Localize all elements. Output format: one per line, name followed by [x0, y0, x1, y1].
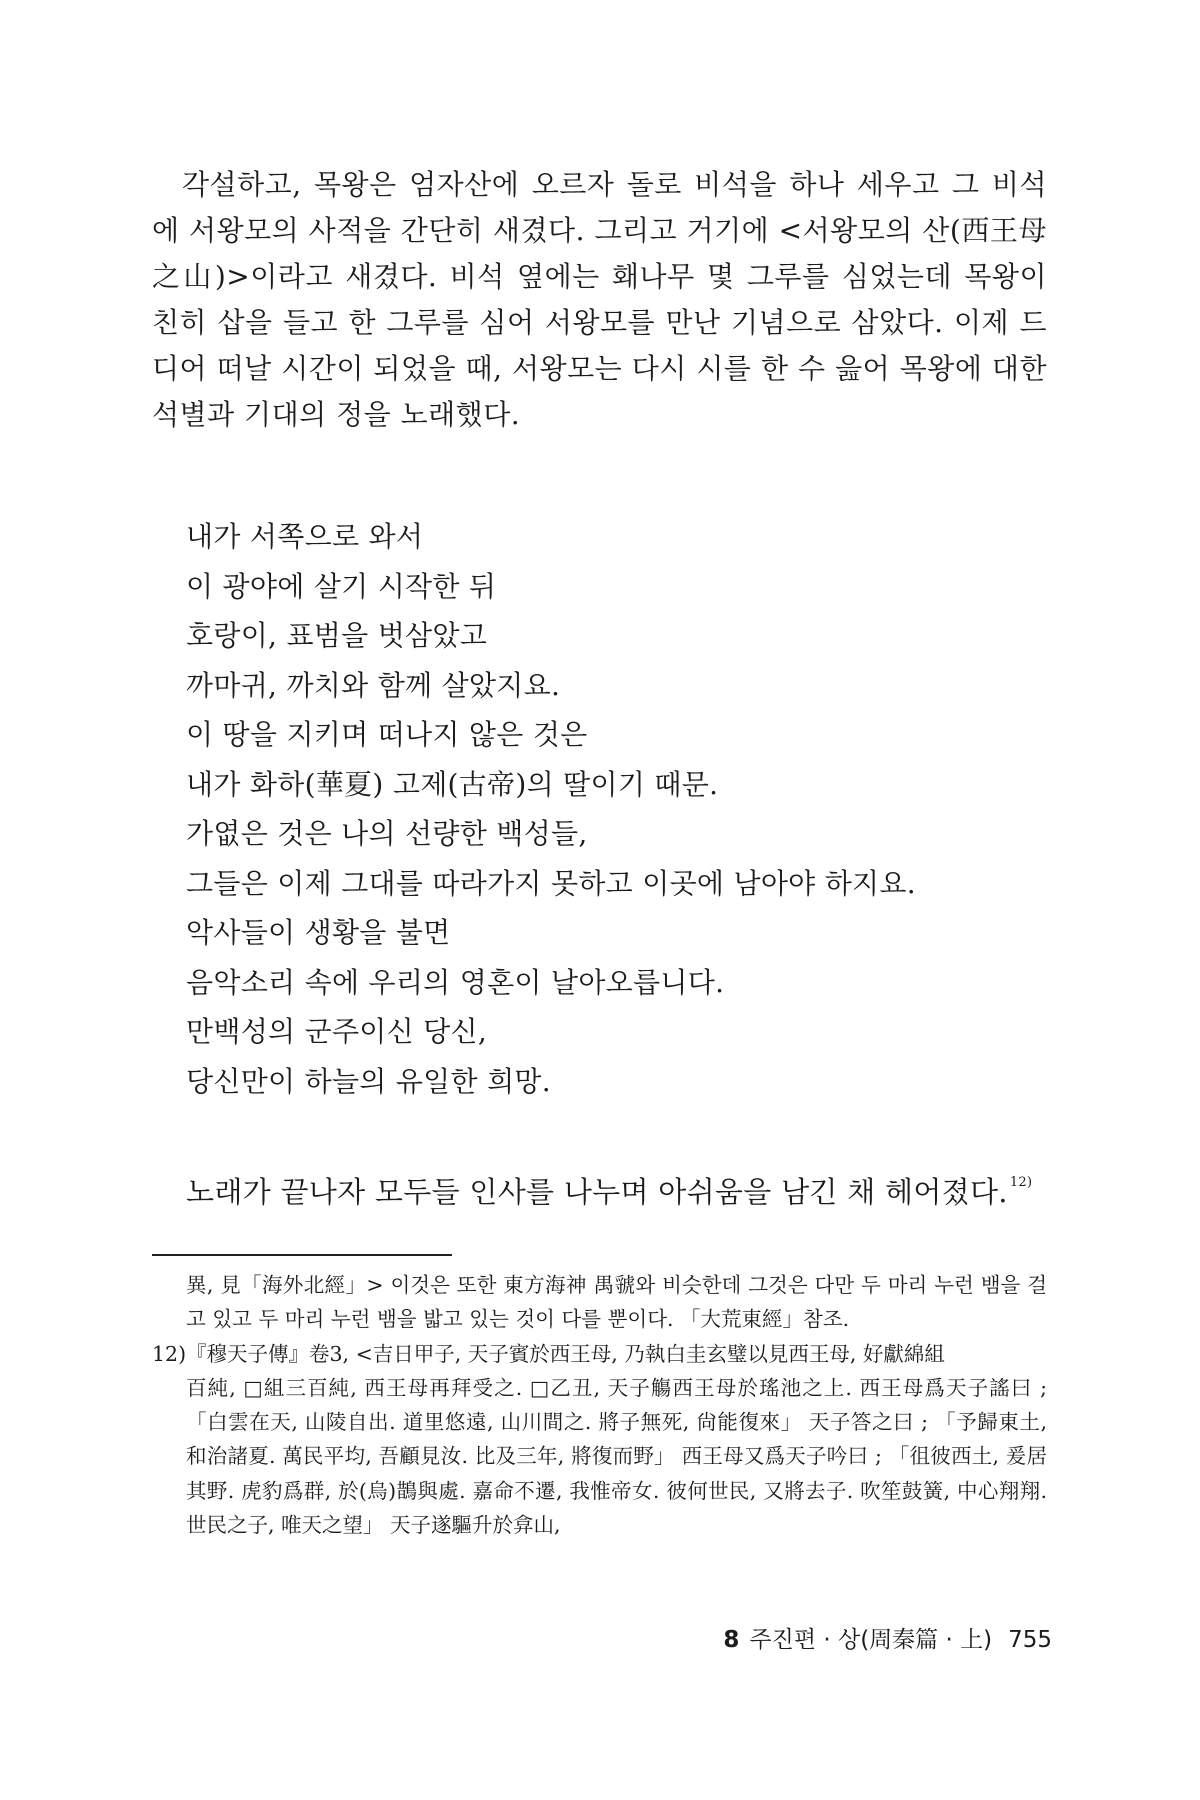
footnote-number: 12): [152, 1341, 187, 1366]
poem-line: 이 광야에 살기 시작한 뒤: [186, 569, 497, 603]
chapter-number: 8: [723, 1627, 740, 1653]
footnote-12-first-line: 『穆天子傳』卷3, <吉日甲子, 天子賓於西王母, 乃執白圭玄璧以見西王母, 好獻綿組: [186, 1341, 945, 1366]
poem-line: 가엾은 것은 나의 선량한 백성들,: [186, 817, 588, 850]
body-paragraph-text: 각설하고, 목왕은 엄자산에 오르자 돌로 비석을 하나 세우고 그 비석에 서왕모의 사적을 간단히 새겼다. 그리고 거기에 <서왕모의 산(西王母之山)>이라고 새겼다. 비석 옆에는 홰나무 몇 그루를 심었는데 목왕이 친히 삽을 들고 한 그루를 심어 서왕모를 만난 기념으로 삼았다. 이제 드디어 떠날 시간이 되었을 때, 서왕모는 다시 시를 한 수 읊어 목왕에 대한 석별과 기대의 정을 노래했다.: [152, 168, 1047, 431]
poem-line: 악사들이 생황을 불면: [186, 916, 451, 949]
footnote-12-body: 百純, □組三百純, 西王母再拜受之. □乙丑, 天子觴西王母於瑤池之上. 西王母爲天子謠曰 ; 「白雲在天, 山陵自出. 道里悠遠, 山川間之. 將子無死, 尙能復來」 天子答之曰 ; 「予歸東土, 和治諸夏. 萬民平均, 吾顧見汝. 比及三年, 將復而野」 西王母又爲天子吟曰 ; 「徂彼西土, 爰居其野. 虎豹爲群, 於(烏)鵲與處. 嘉命不遷, 我惟帝女. 彼何世民, 又將去子. 吹笙鼓簧, 中心翔翔. 世民之子, 唯天之望」 天子遂驅升於弇山,: [186, 1375, 1047, 1538]
running-footer: [723, 1625, 1052, 1655]
closing-text: 노래가 끝나자 모두들 인사를 나누며 아쉬움을 남긴 채 헤어졌다.: [186, 1175, 1008, 1209]
footnote-12: [152, 1337, 1047, 1371]
chapter-title: 주진편 · 상(周秦篇 · 上): [749, 1627, 993, 1653]
footnotes: [152, 1268, 1047, 1542]
poem-line: 이 땅을 지키며 떠나지 않은 것은: [186, 718, 588, 751]
poem-line: 음악소리 속에 우리의 영혼이 날아오릅니다.: [186, 965, 725, 999]
footnote-reference: 12): [1009, 1175, 1033, 1190]
page-number: 755: [1008, 1627, 1052, 1653]
poem-line: 당신만이 하늘의 유일한 희망.: [186, 1064, 551, 1098]
poem-line: 그들은 이제 그대를 따라가지 못하고 이곳에 남아야 하지요.: [186, 866, 916, 900]
footnote-continuation: 異, 見「海外北經」> 이것은 또한 東方海神 禺虢와 비슷한데 그것은 다만 두 마리 누런 뱀을 걸고 있고 두 마리 누런 뱀을 밟고 있는 것이 다를 뿐이다. 「大荒東經」참조.: [186, 1273, 1047, 1332]
closing-sentence: [186, 1160, 1046, 1215]
poem-line: 만백성의 군주이신 당신,: [186, 1015, 488, 1048]
poem-line: 호랑이, 표범을 벗삼았고: [186, 619, 488, 652]
body-paragraph: [152, 162, 1047, 438]
poem-line: 내가 화하(華夏) 고제(古帝)의 딸이기 때문.: [186, 767, 719, 801]
footnote-divider: [152, 1254, 452, 1256]
poem-line: 까마귀, 까치와 함께 살았지요.: [186, 668, 561, 702]
poem-line: 내가 서쪽으로 와서: [186, 520, 424, 553]
poem: [186, 512, 1046, 1106]
